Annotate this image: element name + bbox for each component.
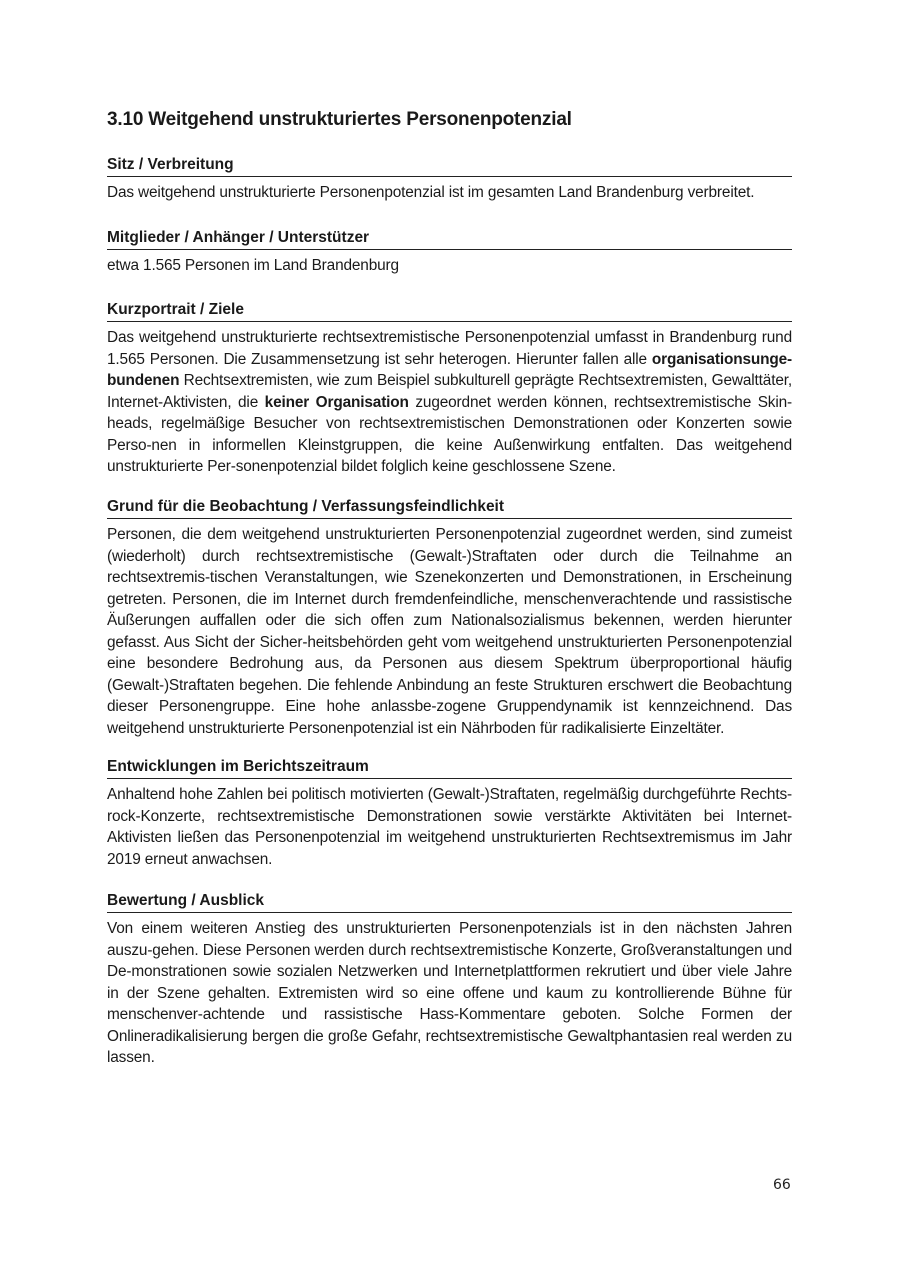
section-kurzportrait [107, 300, 792, 478]
section-text-entwicklungen: Anhaltend hohe Zahlen bei politisch motivierten (Gewalt-)Straftaten, regelmäßig durchgeführte Rechts-rock-Konzerte, rechtsextremistische Demonstrationen sowie verstärkte Aktivitäten bei Internet-Aktivisten ließen das Personenpotenzial im weitgehend unstrukturierten Rechtsextremismus im Jahr 2019 erneut anwachsen. [107, 786, 792, 868]
chapter-title: 3.10 Weitgehend unstrukturiertes Personenpotenzial [107, 109, 572, 130]
section-bewertung [107, 891, 792, 1069]
kurzportrait-bold-organisationsungebunden: organisationsunge-bundenen [107, 350, 792, 389]
kurzportrait-text-part-1: Das weitgehend unstrukturierte rechtsextremistische Personenpotenzial umfasst in Brandenburg rund 1.565 Personen. Die Zusammensetzung ist sehr heterogen. Hierunter fallen alle [107, 329, 792, 368]
section-text-bewertung: Von einem weiteren Anstieg des unstrukturierten Personenpotenzials ist in den nächsten Jahren auszu-gehen. Diese Personen werden durch rechtsextremistische Konzerte, Großveranstaltungen und De-monstrationen sowie sozialen Netzwerken und Internetplattformen rekrutiert und über viele Jahre in der Szene gehalten. Extremisten wird so eine offene und kaum zu kontrollierende Bühne für menschenver-achtende und rassistische Hass-Kommentare geboten. Solche Formen der Onlineradikalisierung bergen die große Gefahr, rechtsextremistische Gewaltphantasien real werden zu lassen. [107, 920, 792, 1066]
section-entwicklungen [107, 757, 792, 870]
section-heading-mitglieder: Mitglieder / Anhänger / Unterstützer [107, 228, 792, 250]
kurzportrait-bold-keiner-organisation: keiner Organisation [264, 393, 409, 411]
section-heading-bewertung: Bewertung / Ausblick [107, 891, 792, 913]
section-mitglieder [107, 228, 792, 277]
section-heading-entwicklungen: Entwicklungen im Berichtszeitraum [107, 757, 792, 779]
section-text-mitglieder: etwa 1.565 Personen im Land Brandenburg [107, 257, 399, 274]
section-heading-kurzportrait: Kurzportrait / Ziele [107, 300, 792, 322]
section-heading-grund: Grund für die Beobachtung / Verfassungsfeindlichkeit [107, 497, 792, 519]
kurzportrait-text-part-2: Rechtsextremisten, wie zum Beispiel subkulturell geprägte Rechtsextremisten, Gewalttäter, Internet-Aktivisten, die [107, 372, 792, 411]
section-text-sitz: Das weitgehend unstrukturierte Personenpotenzial ist im gesamten Land Brandenburg verbreitet. [107, 184, 755, 201]
section-text-grund: Personen, die dem weitgehend unstrukturierten Personenpotenzial zugeordnet werden, sind zumeist (wiederholt) durch rechtsextremistische (Gewalt-)Straftaten oder durch die Teilnahme an rechtsextremis-tischen Veranstaltungen, wie Szenekonzerten und Demonstrationen, in Erscheinung getreten. Personen, die im Internet durch fremdenfeindliche, menschenverachtende und rassistische Äußerungen auffallen oder die sich offen zum Nationalsozialismus bekennen, werden hierunter gefasst. Aus Sicht der Sicher-heitsbehörden geht vom weitgehend unstrukturierten Personenpotenzial eine besondere Bedrohung aus, da Personen aus diesem Spektrum überproportional häufig (Gewalt-)Straftaten begehen. Die fehlende Anbindung an feste Strukturen erschwert die Beobachtung dieser Personengruppe. Eine hohe anlassbe-zogene Gruppendynamik ist kennzeichnend. Das weitgehend unstrukturierte Personenpotenzial ist ein Nährboden für radikalisierte Einzeltäter. [107, 526, 792, 737]
section-text-kurzportrait [107, 327, 792, 478]
section-grund [107, 497, 792, 739]
page-number: 66 [773, 1177, 791, 1193]
section-sitz [107, 155, 792, 204]
kurzportrait-text-part-3: zugeordnet werden können, rechtsextremistische Skin-heads, regelmäßige Besucher von rechtsextremistischen Demonstrationen oder Konzerten sowie Perso-nen in informellen Kleinstgruppen, die keine Außenwirkung entfalten. Das weitgehend unstrukturierte Per-sonenpotenzial bildet folglich keine geschlossene Szene. [107, 393, 793, 475]
section-heading-sitz: Sitz / Verbreitung [107, 155, 792, 177]
